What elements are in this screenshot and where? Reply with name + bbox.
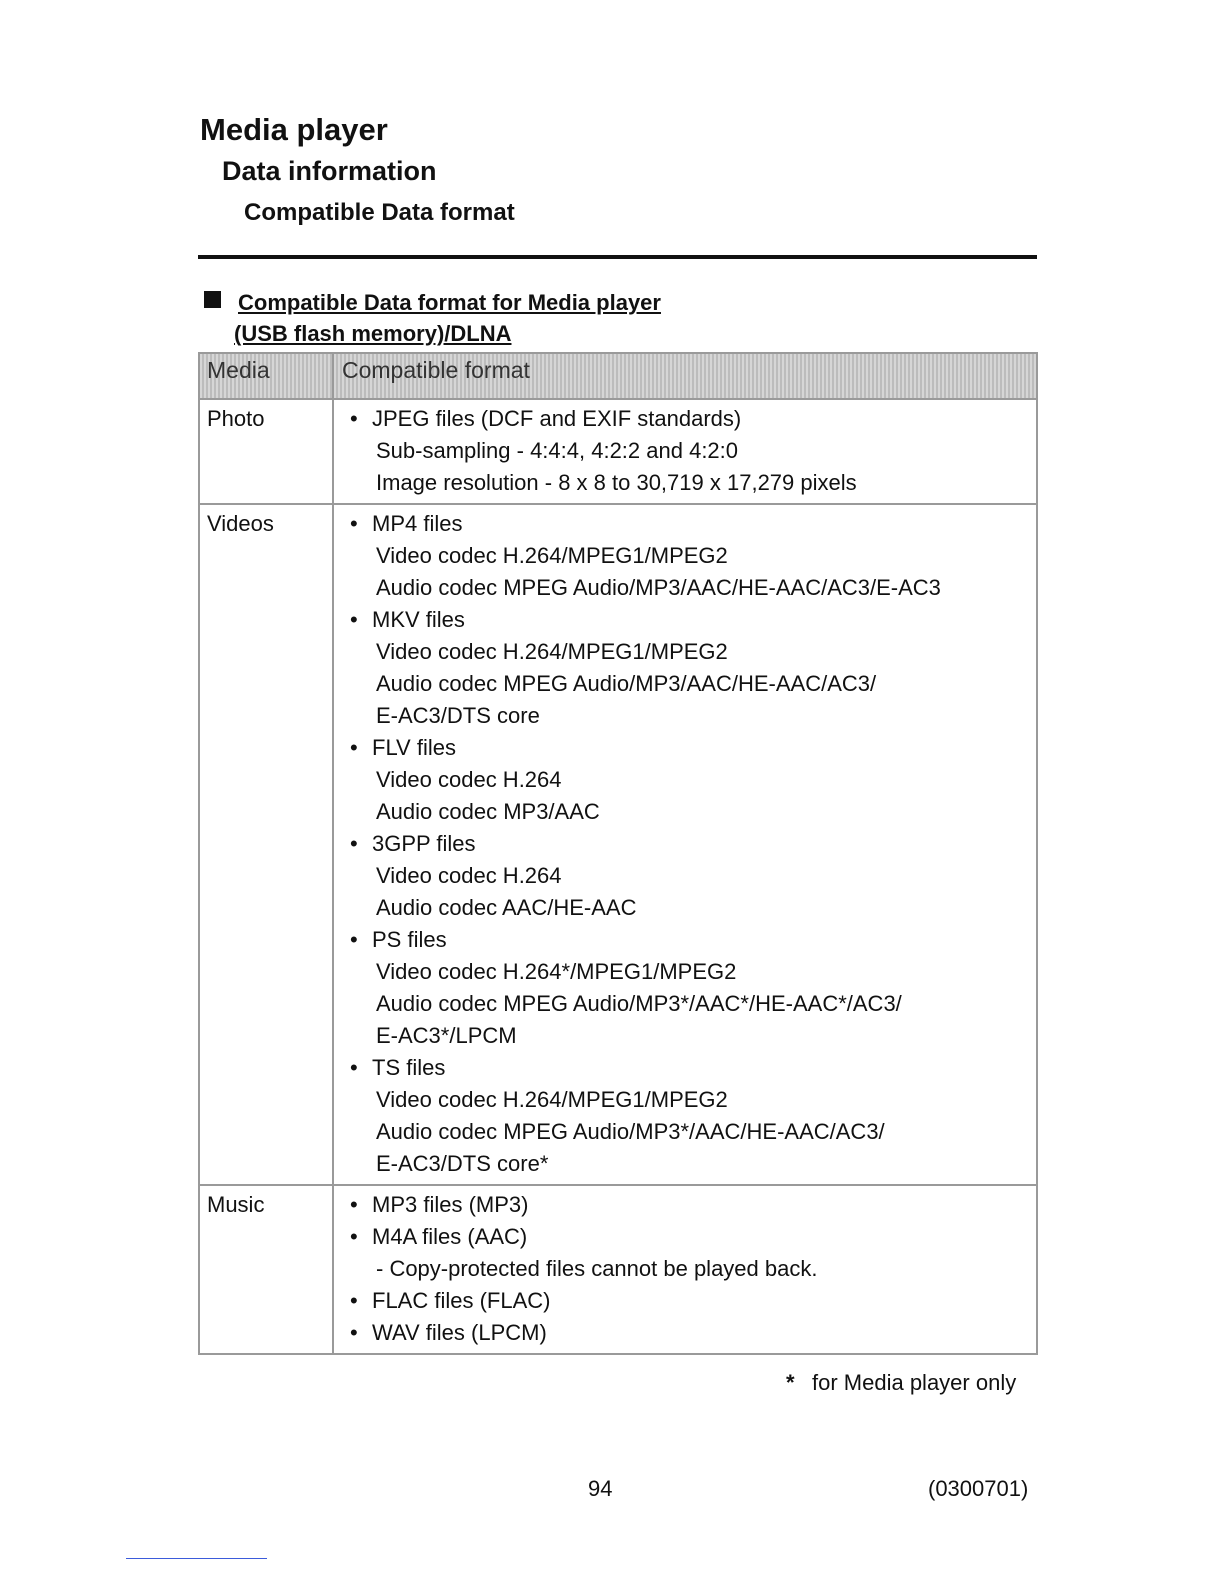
footnote [786, 1370, 1016, 1396]
format-detail-line [348, 668, 1036, 700]
column-header-media: Media [199, 353, 333, 399]
media-type-cell: Videos [199, 504, 333, 1185]
format-list-item [348, 1052, 1036, 1084]
format-detail-line [348, 636, 1036, 668]
format-detail-text: Image resolution - 8 x 8 to 30,719 x 17,279 pixels [376, 470, 857, 495]
format-item-text: 3GPP files [372, 831, 476, 856]
bullet-icon: • [350, 511, 358, 536]
format-item-text: JPEG files (DCF and EXIF standards) [372, 406, 742, 431]
format-detail-text: Video codec H.264/MPEG1/MPEG2 [376, 543, 728, 568]
table-row [199, 1185, 1037, 1354]
media-type-cell: Photo [199, 399, 333, 504]
format-detail-text: Audio codec MPEG Audio/MP3/AAC/HE-AAC/AC3/E-AC3 [376, 575, 941, 600]
format-list-item [348, 1285, 1036, 1317]
format-detail-line [348, 540, 1036, 572]
format-list-item [348, 924, 1036, 956]
format-list-item [348, 1189, 1036, 1221]
format-item-text: MP3 files (MP3) [372, 1192, 529, 1217]
table-caption-line-1: Compatible Data format for Media player [238, 290, 661, 315]
format-cell [333, 504, 1037, 1185]
format-detail-line [348, 1084, 1036, 1116]
subsection-heading: Compatible Data format [244, 199, 515, 226]
bullet-icon: • [350, 1224, 358, 1249]
document-code: (0300701) [928, 1476, 1029, 1501]
format-detail-text: Video codec H.264/MPEG1/MPEG2 [376, 639, 728, 664]
format-list-item [348, 732, 1036, 764]
bullet-icon: • [350, 1055, 358, 1080]
format-detail-line [348, 467, 1036, 499]
format-detail-line [348, 1148, 1036, 1180]
format-detail-text: Audio codec MPEG Audio/MP3*/AAC/HE-AAC/AC3/ [376, 1119, 885, 1144]
format-detail-line [348, 988, 1036, 1020]
format-detail-line [348, 1253, 1036, 1285]
format-item-text: WAV files (LPCM) [372, 1320, 547, 1345]
format-detail-text: E-AC3*/LPCM [376, 1023, 517, 1048]
format-cell [333, 1185, 1037, 1354]
format-list-item [348, 1221, 1036, 1253]
bullet-icon: • [350, 735, 358, 760]
format-detail-text: E-AC3/DTS core* [376, 1151, 549, 1176]
format-item-text: M4A files (AAC) [372, 1224, 528, 1249]
table-body [199, 399, 1037, 1354]
format-item-text: TS files [372, 1055, 446, 1080]
table-caption-line-2: (USB flash memory)/DLNA [234, 321, 512, 346]
format-detail-line [348, 700, 1036, 732]
format-list-item [348, 403, 1036, 435]
bullet-icon: • [350, 1320, 358, 1345]
format-detail-line [348, 860, 1036, 892]
format-item-text: FLAC files (FLAC) [372, 1288, 551, 1313]
format-list-item [348, 828, 1036, 860]
format-detail-text: - Copy-protected files cannot be played back. [376, 1256, 818, 1281]
format-item-text: FLV files [372, 735, 456, 760]
format-detail-line [348, 1116, 1036, 1148]
section-heading: Data information [222, 156, 437, 186]
square-bullet-icon [204, 291, 221, 308]
format-detail-text: Video codec H.264 [376, 767, 562, 792]
format-detail-text: E-AC3/DTS core [376, 703, 540, 728]
footnote-text: for Media player only [812, 1370, 1017, 1395]
format-list-item [348, 604, 1036, 636]
format-detail-line [348, 572, 1036, 604]
media-type-cell: Music [199, 1185, 333, 1354]
table-header-row [199, 353, 1037, 399]
bullet-icon: • [350, 927, 358, 952]
bullet-icon: • [350, 831, 358, 856]
bullet-icon: • [350, 1192, 358, 1217]
page-number: 94 [588, 1476, 613, 1501]
format-detail-line [348, 1020, 1036, 1052]
table-row [199, 399, 1037, 504]
format-detail-line [348, 435, 1036, 467]
format-detail-text: Audio codec AAC/HE-AAC [376, 895, 637, 920]
heading-divider [198, 255, 1037, 259]
format-detail-line [348, 764, 1036, 796]
bullet-icon: • [350, 607, 358, 632]
format-detail-text: Sub-sampling - 4:4:4, 4:2:2 and 4:2:0 [376, 438, 739, 463]
format-item-text: MP4 files [372, 511, 463, 536]
format-detail-line [348, 796, 1036, 828]
bullet-icon: • [350, 406, 358, 431]
format-detail-text: Audio codec MPEG Audio/MP3/AAC/HE-AAC/AC3/ [376, 671, 877, 696]
format-detail-text: Video codec H.264/MPEG1/MPEG2 [376, 1087, 728, 1112]
format-detail-text: Video codec H.264*/MPEG1/MPEG2 [376, 959, 737, 984]
format-item-text: PS files [372, 927, 447, 952]
table-row [199, 504, 1037, 1185]
format-cell [333, 399, 1037, 504]
compatible-format-table [198, 352, 1038, 1355]
format-item-text: MKV files [372, 607, 465, 632]
column-header-format: Compatible format [333, 353, 1037, 399]
format-detail-line [348, 956, 1036, 988]
format-detail-text: Audio codec MP3/AAC [376, 799, 600, 824]
page-title: Media player [200, 112, 388, 147]
footnote-mark: * [786, 1370, 795, 1395]
format-detail-text: Video codec H.264 [376, 863, 562, 888]
bullet-icon: • [350, 1288, 358, 1313]
format-detail-text: Audio codec MPEG Audio/MP3*/AAC*/HE-AAC*/AC3/ [376, 991, 902, 1016]
format-list-item [348, 1317, 1036, 1349]
bottom-link-line [126, 1558, 267, 1559]
format-list-item [348, 508, 1036, 540]
format-detail-line [348, 892, 1036, 924]
